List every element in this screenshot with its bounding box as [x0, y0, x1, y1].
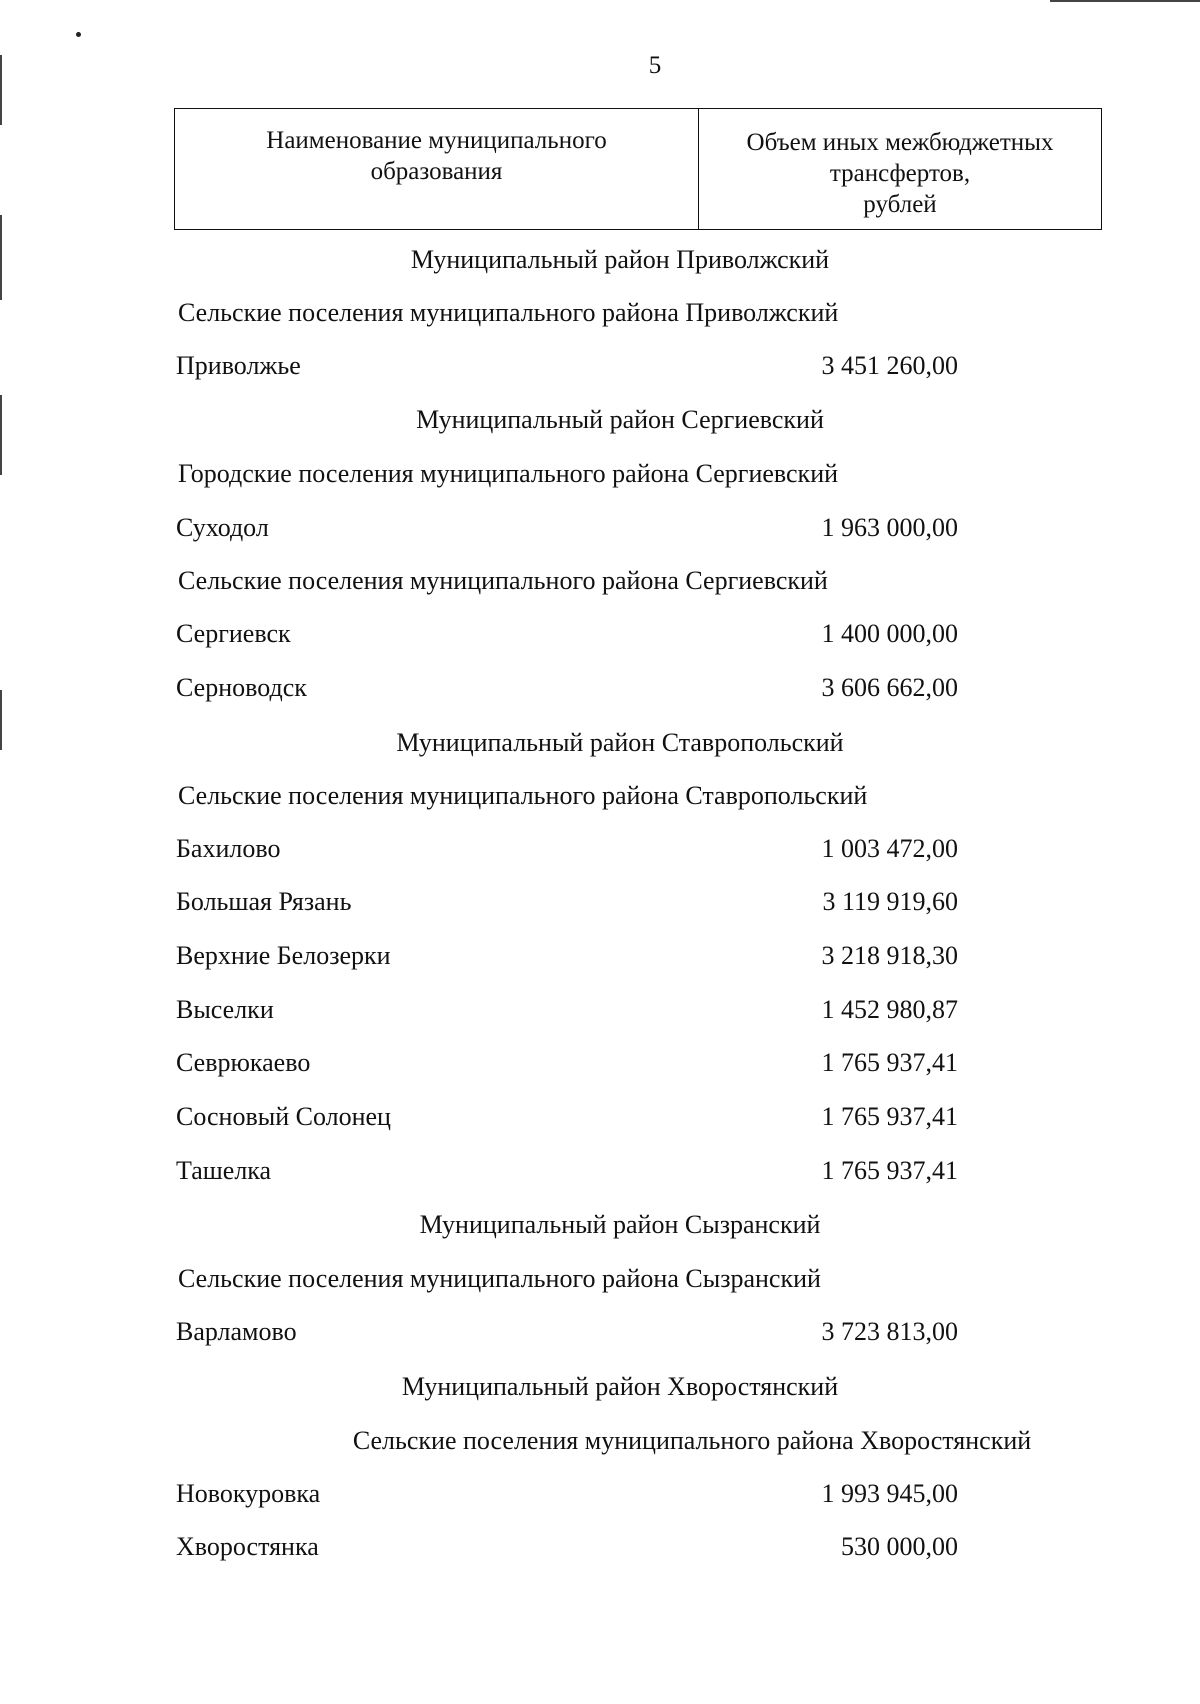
list-item	[176, 1101, 958, 1133]
settlement-name: Варламово	[176, 1317, 297, 1346]
transfer-amount: 530 000,00	[841, 1532, 958, 1561]
settlement-name: Сергиевск	[176, 619, 291, 648]
transfer-amount: 3 119 919,60	[822, 887, 958, 916]
settlement-name: Хворостянка	[176, 1532, 319, 1561]
header-name-line: образования	[370, 158, 503, 185]
list-item	[176, 512, 958, 544]
list-item	[176, 1155, 958, 1187]
list-item	[176, 672, 958, 704]
header-amount-line: Объем иных межбюджетных	[746, 129, 1054, 156]
header-amount-column	[699, 109, 1101, 229]
list-item	[176, 1047, 958, 1079]
header-amount-line: трансфертов,	[829, 160, 971, 187]
list-item	[176, 940, 958, 972]
scan-edge-mark	[0, 395, 2, 475]
header-amount-line: рублей	[863, 191, 937, 218]
settlement-group-title: Сельские поселения муниципального района Сергиевский	[178, 566, 828, 595]
scan-speck	[76, 32, 81, 37]
transfer-amount: 3 218 918,30	[821, 941, 958, 970]
settlement-name: Серноводск	[176, 673, 307, 702]
list-item	[176, 833, 958, 865]
district-heading: Муниципальный район Сызранский	[419, 1210, 821, 1239]
table-header	[174, 108, 1102, 230]
transfer-amount: 1 765 937,41	[821, 1048, 958, 1077]
settlement-name: Суходол	[176, 513, 269, 542]
transfer-amount: 1 963 000,00	[821, 513, 958, 542]
list-item	[176, 350, 958, 382]
settlement-name: Ташелка	[176, 1156, 272, 1185]
settlement-group-title: Сельские поселения муниципального района Сызранский	[178, 1264, 821, 1293]
scan-edge-mark	[1050, 0, 1200, 2]
header-name-line: Наименование муниципального	[266, 127, 607, 154]
settlement-group-title: Сельские поселения муниципального района Приволжский	[178, 298, 839, 327]
transfer-amount: 3 723 813,00	[821, 1317, 958, 1346]
list-item	[176, 1531, 958, 1563]
transfer-amount: 1 003 472,00	[821, 834, 958, 863]
scan-edge-mark	[0, 55, 2, 125]
settlement-name: Бахилово	[176, 834, 281, 863]
list-item	[176, 1316, 958, 1348]
settlement-name: Сосновый Солонец	[176, 1102, 391, 1131]
settlement-group-title: Сельские поселения муниципального района Ставропольский	[178, 781, 868, 810]
transfer-amount: 1 452 980,87	[821, 995, 958, 1024]
settlement-group-title: Городские поселения муниципального района Сергиевский	[178, 459, 839, 488]
settlement-name: Севрюкаево	[176, 1048, 311, 1077]
scan-edge-mark	[0, 690, 2, 750]
transfer-amount: 3 606 662,00	[821, 673, 958, 702]
transfer-amount: 1 765 937,41	[821, 1156, 958, 1185]
settlement-name: Выселки	[176, 995, 274, 1024]
transfer-amount: 1 993 945,00	[821, 1479, 958, 1508]
settlement-name: Новокуровка	[176, 1479, 321, 1508]
list-item	[176, 886, 958, 918]
transfer-amount: 3 451 260,00	[821, 351, 958, 380]
scan-edge-mark	[0, 215, 2, 300]
settlement-name: Верхние Белозерки	[176, 941, 391, 970]
transfer-amount: 1 400 000,00	[821, 619, 958, 648]
list-item	[176, 1478, 958, 1510]
list-item	[176, 618, 958, 650]
settlement-name: Большая Рязань	[176, 887, 352, 916]
district-heading: Муниципальный район Сергиевский	[416, 405, 824, 434]
settlement-group-title: Сельские поселения муниципального района Хворостянский	[352, 1426, 1032, 1455]
settlement-name: Приволжье	[176, 351, 301, 380]
transfer-amount: 1 765 937,41	[821, 1102, 958, 1131]
header-name-column	[175, 109, 699, 229]
list-item	[176, 994, 958, 1026]
district-heading: Муниципальный район Ставропольский	[396, 728, 844, 757]
page-number: 5	[648, 52, 662, 79]
district-heading: Муниципальный район Хворостянский	[401, 1372, 839, 1401]
district-heading: Муниципальный район Приволжский	[410, 245, 830, 274]
